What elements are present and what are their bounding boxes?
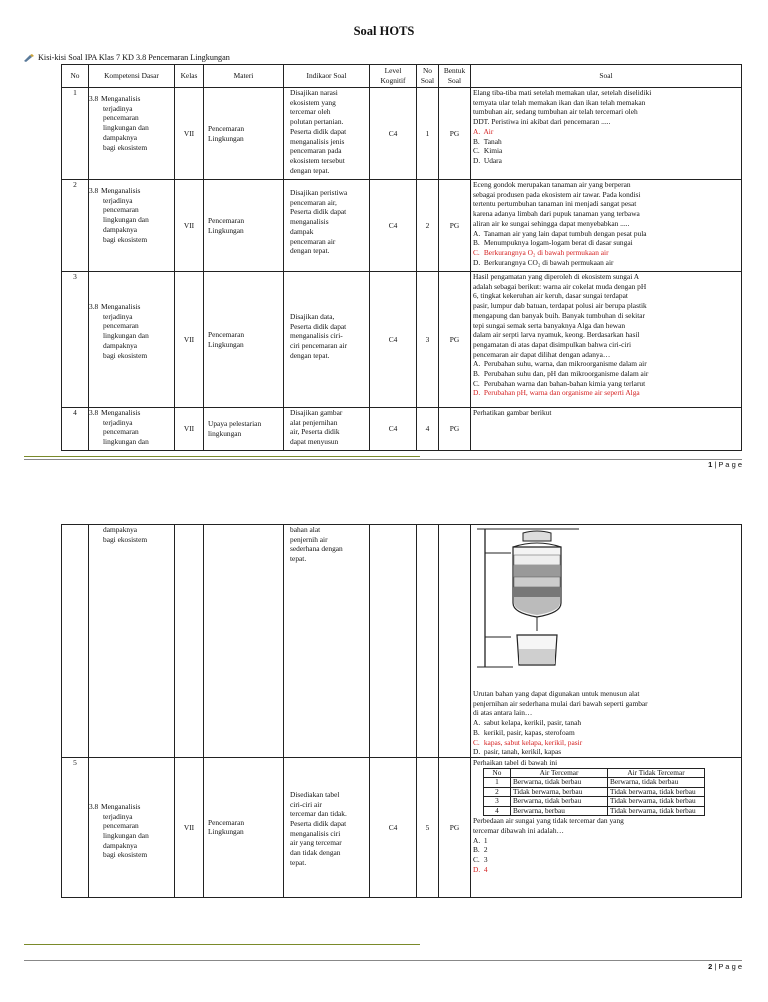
- kisi-label: Kisi-kisi Soal IPA Klas 7 KD 3.8 Pencemaran Lingkungan: [38, 53, 230, 62]
- page-footer: 2 | P a g e: [708, 962, 742, 971]
- table-row: [62, 88, 742, 180]
- indikator-cell: Disediakan tabel ciri-ciri air tercemar dan tidak. Peserta didik dapat menganalisis ciri air yang tercemar dan tidak dengan tepat.: [284, 757, 370, 897]
- col-header: Indikaor Soal: [284, 65, 370, 88]
- materi-cell: Upaya pelestarian lingkungan: [204, 408, 284, 451]
- kd-cell: 3.8 Menganalisis terjadinya pencemaran lingkungan dan dampaknya bagi ekosistem: [89, 88, 175, 180]
- row-no: 3: [62, 272, 89, 408]
- level-cell: C4: [370, 272, 417, 408]
- page-title: Soal HOTS: [353, 24, 415, 38]
- option-d: D. Berkurangnya CO₂ di bawah permukaan air: [473, 257, 614, 267]
- pollution-comparison-table: [483, 768, 705, 817]
- kelas-cell: VII: [175, 272, 204, 408]
- bentuk-cell: PG: [439, 180, 471, 272]
- option-a: A. Tanaman air yang lain dapat tumbuh dengan pesat pula: [473, 228, 647, 238]
- kd-cell: 3.8 Menganalisis terjadinya pencemaran lingkungan dan: [89, 408, 175, 451]
- kisi-table-continued: [61, 524, 742, 898]
- option-d: D. Perubahan pH, warna dan organisme air seperti Alga: [473, 388, 640, 398]
- row-no: 2: [62, 180, 89, 272]
- table-row: [62, 525, 742, 758]
- page-1: [0, 0, 768, 500]
- soal-cell: Urutan bahan yang dapat digunakan untuk menusun alat penjernihan air sederhana mulai dari bawah seperti gambar di atas antara lain… A. sabut kelapa, kerikil, pasir, tanah B. kerikil, pasir, kapas, sterofoam C. kapas, sabut kelapa, kerikil, pasir D. pasir, tanah, kerikil, kapas: [471, 525, 742, 758]
- row-no: 5: [62, 757, 89, 897]
- bentuk-cell: PG: [439, 272, 471, 408]
- materi-cell: Pencemaran Lingkungan: [204, 272, 284, 408]
- indikator-cell: Disajikan data, Peserta didik dapat menganalisis ciri- ciri pencemaran air dengan tepat.: [284, 272, 370, 408]
- materi-cell: Pencemaran Lingkungan: [204, 180, 284, 272]
- kd-cell: dampaknya bagi ekosistem: [89, 525, 175, 758]
- materi-cell: Pencemaran Lingkungan: [204, 757, 284, 897]
- page-rule: [24, 944, 420, 945]
- kd-cell: 3.8 Menganalisis terjadinya pencemaran lingkungan dan dampaknya bagi ekosistem: [89, 757, 175, 897]
- nosoal-cell: 4: [417, 408, 439, 451]
- bentuk-cell: PG: [439, 757, 471, 897]
- inner-row: 2 Tidak berwarna, berbau Tidak berwarna, tidak berbau: [484, 787, 705, 797]
- col-header: Soal: [471, 65, 742, 88]
- inner-header-row: No Air Tercemar Air Tidak Tercemar: [484, 768, 705, 778]
- col-header: Level Kognitif: [370, 65, 417, 88]
- materi-cell: Pencemaran Lingkungan: [204, 88, 284, 180]
- water-filter-diagram: [473, 527, 583, 669]
- kelas-cell: VII: [175, 88, 204, 180]
- table-header-row: [62, 65, 742, 88]
- indikator-cell: bahan alat penjernih air sederhana dengan tepat.: [284, 525, 370, 758]
- soal-cell: Hasil pengamatan yang diperoleh di ekosistem sungai A adalah sebagai berikut: warna air cokelat muda dengan pH 6, tingkat kekeruhan air keruh, dasar sungai terdapat pasir, lumpur dab batuan, terdapat polusi air berupa plastik mengapung dan banyak buih. Banyak tumbuhan di sekitar tepi sungai semak serta banyaknya Alga dan hewan dalam air serpti larva nyamuk, keong. Berdasarkan hasil pengamatan di atas dapat disimpulkan bahwa ciri-ciri pencemaran air dapat dilihat dengan adanya… A. Perubahan suhu, warna, dan mikroorganisme dalam air B. Perubahan suhu dan, pH dan mikroorganisme dalam air C. Perubahan warna dan bahan-bahan kimia yang terlarut D. Perubahan pH, warna dan organisme air seperti Alga: [471, 272, 742, 408]
- option-a: A. sabut kelapa, kerikil, pasir, tanah: [473, 718, 582, 728]
- page-footer: 1 | P a g e: [708, 460, 742, 469]
- kisi-table: [61, 64, 742, 451]
- level-cell: C4: [370, 180, 417, 272]
- option-c: C. 3: [473, 854, 488, 864]
- indikator-cell: Disajikan narasi ekosistem yang tercemar oleh polutan pertanian. Peserta didik dapat menganalisis jenis pencemaran pada ekosistem tersebut dengan tepat.: [284, 88, 370, 180]
- col-header: Kelas: [175, 65, 204, 88]
- option-d: D. 4: [473, 864, 488, 874]
- option-b: B. Menumpuknya logam-logam berat di dasar sungai: [473, 238, 633, 248]
- kisi-heading: [24, 53, 230, 62]
- bentuk-cell: PG: [439, 408, 471, 451]
- kd-cell: 3.8 Menganalisis terjadinya pencemaran lingkungan dan dampaknya bagi ekosistem: [89, 272, 175, 408]
- nosoal-cell: 1: [417, 88, 439, 180]
- option-a: A. 1: [473, 835, 488, 845]
- level-cell: C4: [370, 408, 417, 451]
- option-a: A. Perubahan suhu, warna, dan mikroorganisme dalam air: [473, 359, 647, 369]
- option-b: B. Tanah: [473, 136, 502, 146]
- col-header: Materi: [204, 65, 284, 88]
- kd-cell: 3.8 Menganalisis terjadinya pencemaran lingkungan dan dampaknya bagi ekosistem: [89, 180, 175, 272]
- level-cell: C4: [370, 757, 417, 897]
- page-2: [0, 500, 768, 1002]
- soal-cell: Elang tiba-tiba mati setelah memakan ular, setelah diselidiki ternyata ular telah memakan ikan dan ikan telah memakan tumbuhan air, sedang tumbuhan air telah tercemari oleh DDT. Peristiwa ini akibat dari pencemaran ..... A. Air B. Tanah C. Kimia D. Udara: [471, 88, 742, 180]
- col-header: Kompetensi Dasar: [89, 65, 175, 88]
- row-no: 1: [62, 88, 89, 180]
- option-c: C. Kimia: [473, 146, 503, 156]
- indikator-cell: Disajikan gambar alat penjernihan air, Peserta didik dapat menyusun: [284, 408, 370, 451]
- table-row: [62, 408, 742, 451]
- option-d: D. pasir, tanah, kerikil, kapas: [473, 747, 562, 757]
- option-b: B. Perubahan suhu dan, pH dan mikroorganisme dalam air: [473, 369, 649, 379]
- inner-row: 4 Berwarna, berbau Tidak berwarna, tidak berbau: [484, 806, 705, 816]
- option-a: A. Air: [473, 126, 494, 136]
- kelas-cell: VII: [175, 180, 204, 272]
- col-header: Bentuk Soal: [439, 65, 471, 88]
- page-rule: [24, 456, 420, 457]
- indikator-cell: Disajikan peristiwa pencemaran air, Peserta didik dapat menganalisis dampak pencemaran air dengan tepat.: [284, 180, 370, 272]
- option-c: C. kapas, sabut kelapa, kerikil, pasir: [473, 737, 583, 747]
- page-rule: [24, 960, 742, 961]
- option-c: C. Perubahan warna dan bahan-bahan kimia yang terlarut: [473, 378, 646, 388]
- soal-cell: Perhaikan tabel di bawah ini No Air Tercemar Air Tidak Tercemar 1 Berwarna, tidak berbau Berwarna, tidak berbau 2 Tidak berwarna, berbau Tidak berwarna, tidak berbau 3 Berwarna, tidak berbau Tidak berwarna, tidak berbau 4 Berwarna, berbau Tidak berwarna, tidak berbau Perbedaan air sungai yang tidak tercemar dan yang tercemar dibawah ini adalah… A. 1 B. 2 C. 3 D. 4: [471, 757, 742, 897]
- option-b: B. kerikil, pasir, kapas, sterofoam: [473, 727, 575, 737]
- option-c: C. Berkurangnya O₂ di bawah permukaan air: [473, 247, 609, 257]
- pen-icon: [24, 54, 34, 62]
- col-header: No Soal: [417, 65, 439, 88]
- soal-cell: Eceng gondok merupakan tanaman air yang berperan sebagai produsen pada ekosistem air tawar. Pada kondisi tertentu pertumbuhan tanaman ini menjadi sangat pesat karena adanya limbah dari pupuk tanaman yang terbawa aliran air ke sungai sehingga dapat menyebabkan ..... A. Tanaman air yang lain dapat tumbuh dengan pesat pula B. Menumpuknya logam-logam berat di dasar sungai C. Berkurangnya O₂ di bawah permukaan air D. Berkurangnya CO₂ di bawah permukaan air: [471, 180, 742, 272]
- nosoal-cell: 2: [417, 180, 439, 272]
- col-header: No: [62, 65, 89, 88]
- nosoal-cell: 5: [417, 757, 439, 897]
- table-row: [62, 757, 742, 897]
- inner-row: 3 Berwarna, tidak berbau Tidak berwarna, tidak berbau: [484, 797, 705, 807]
- soal-cell: Perhatikan gambar berikut: [471, 408, 742, 451]
- row-no: 4: [62, 408, 89, 451]
- nosoal-cell: 3: [417, 272, 439, 408]
- option-d: D. Udara: [473, 155, 502, 165]
- table-row: [62, 272, 742, 408]
- table-row: [62, 180, 742, 272]
- page-rule: [24, 459, 742, 460]
- bentuk-cell: PG: [439, 88, 471, 180]
- inner-row: 1 Berwarna, tidak berbau Berwarna, tidak berbau: [484, 778, 705, 788]
- level-cell: C4: [370, 88, 417, 180]
- option-b: B. 2: [473, 845, 488, 855]
- kelas-cell: VII: [175, 757, 204, 897]
- kelas-cell: VII: [175, 408, 204, 451]
